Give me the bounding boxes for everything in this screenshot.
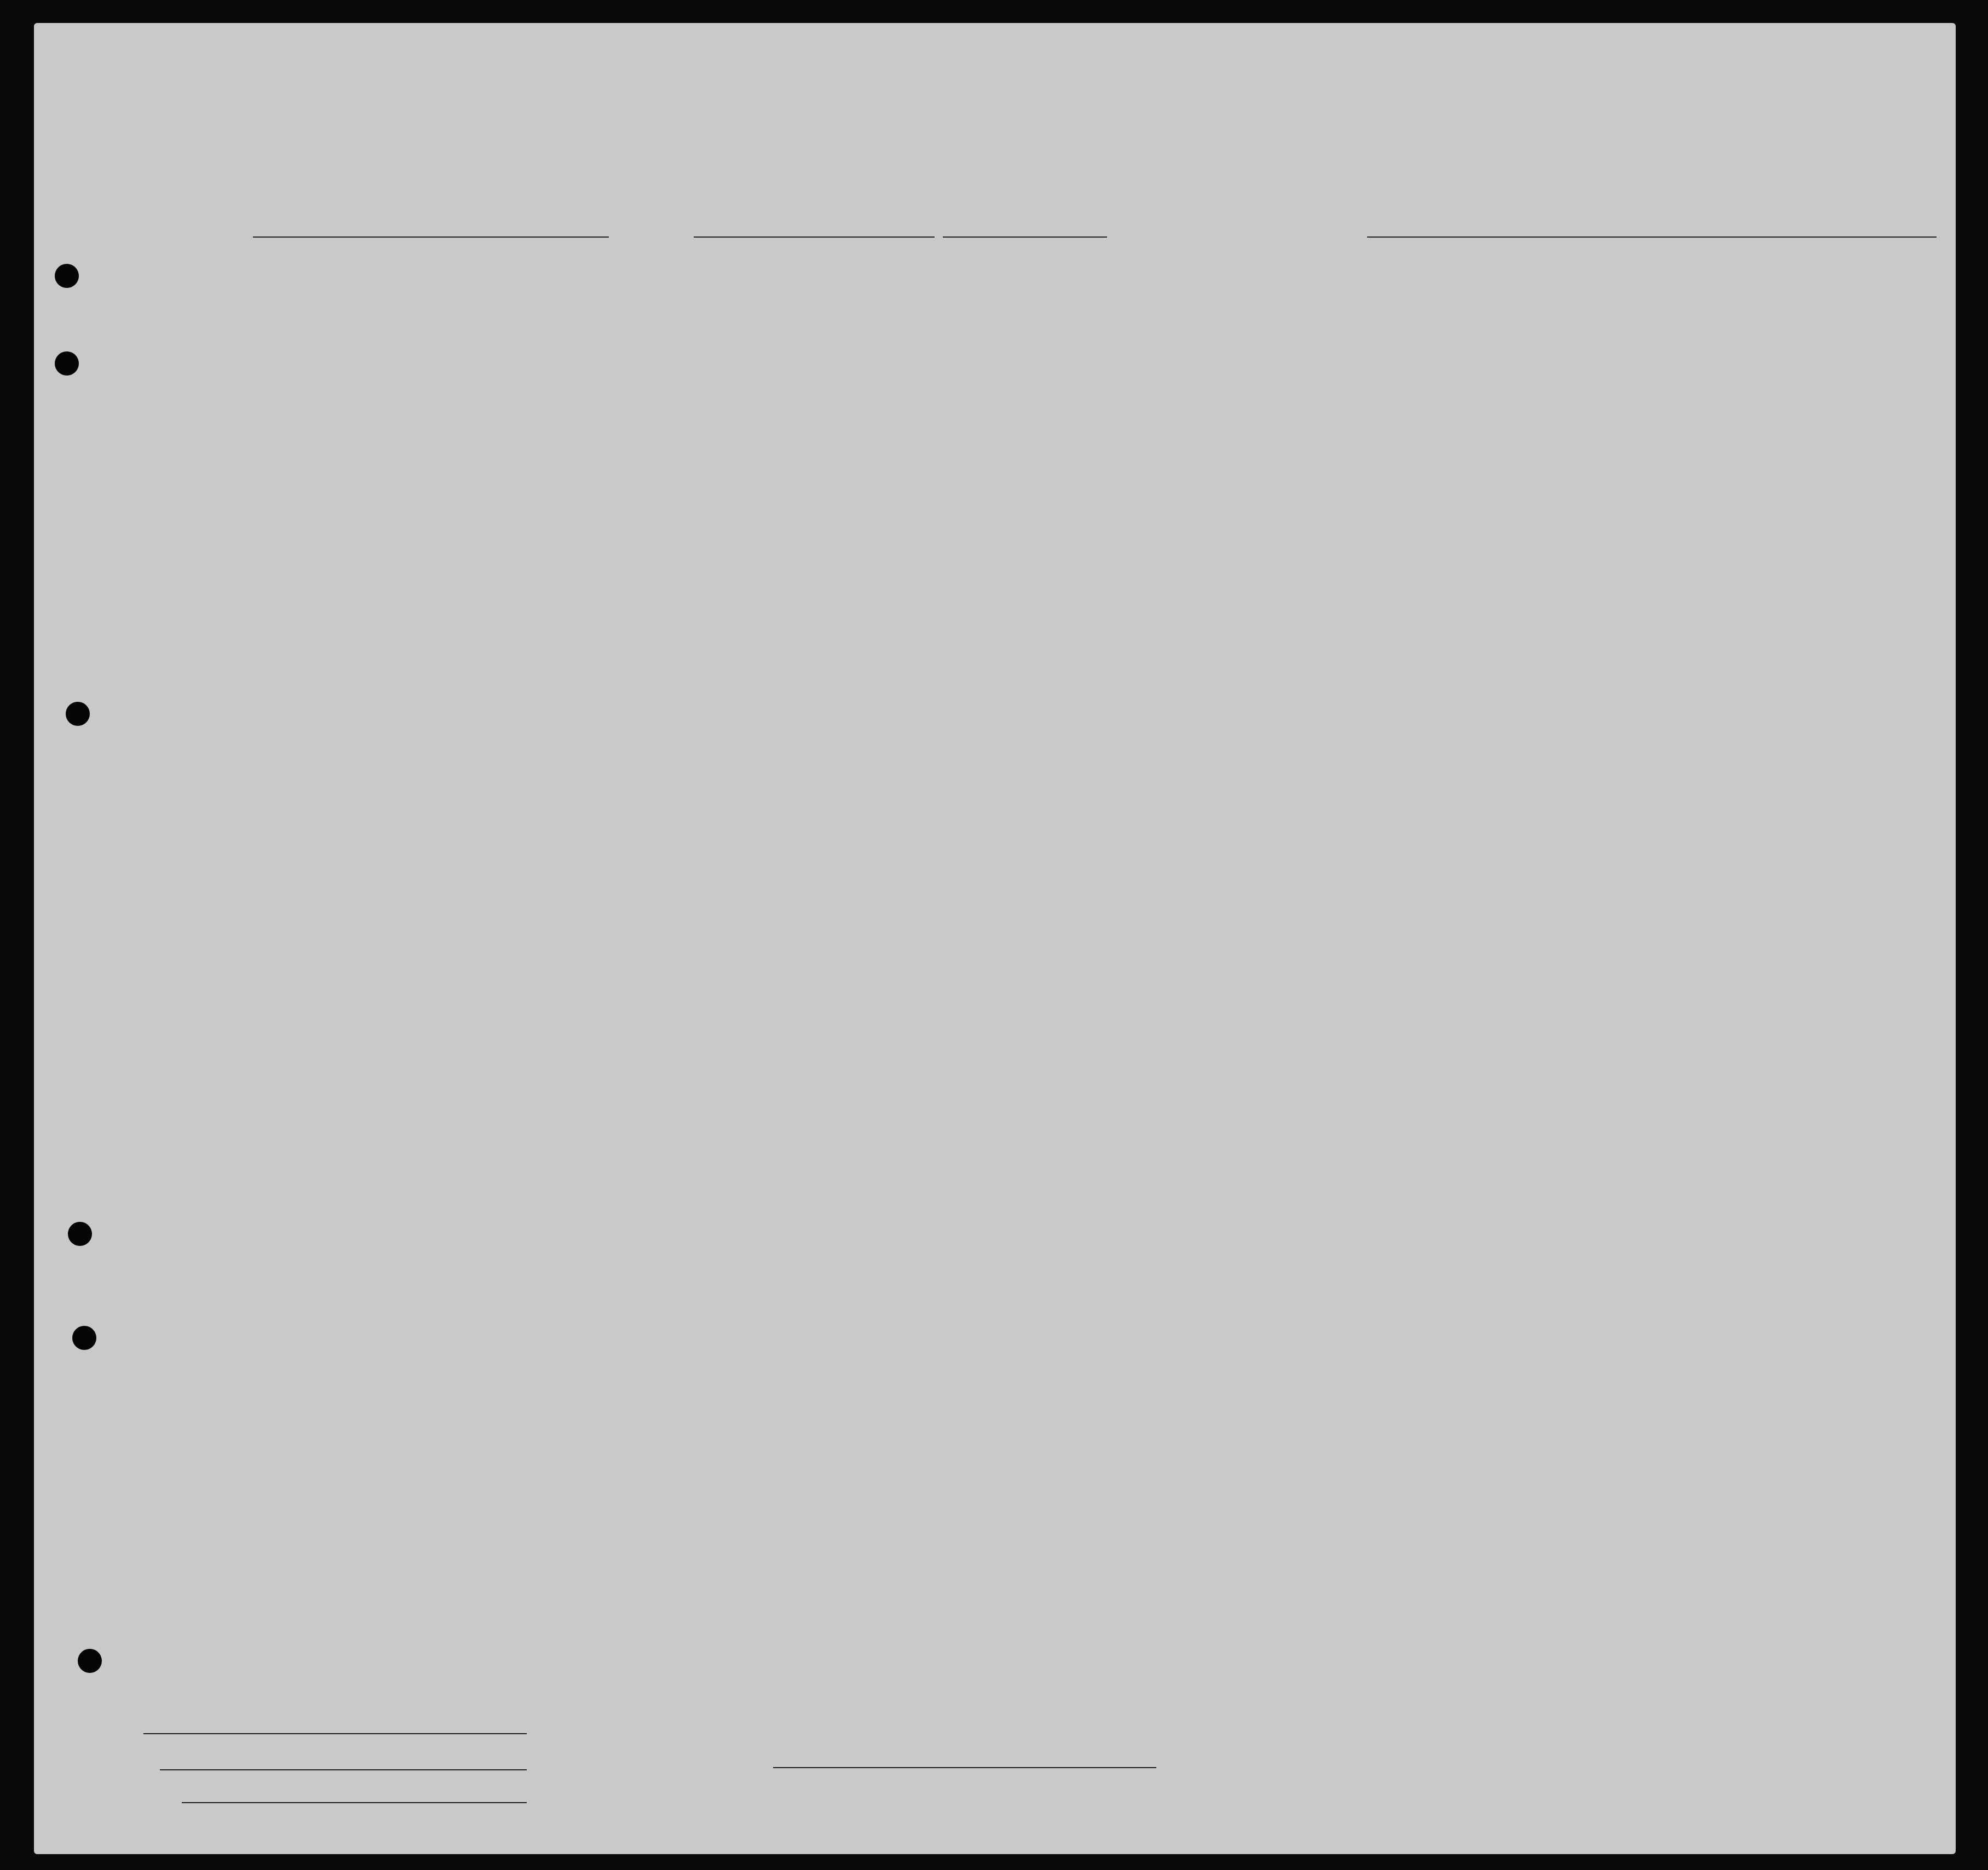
manifest-sheet: [34, 23, 1956, 1854]
table-grid: [34, 23, 1956, 1854]
